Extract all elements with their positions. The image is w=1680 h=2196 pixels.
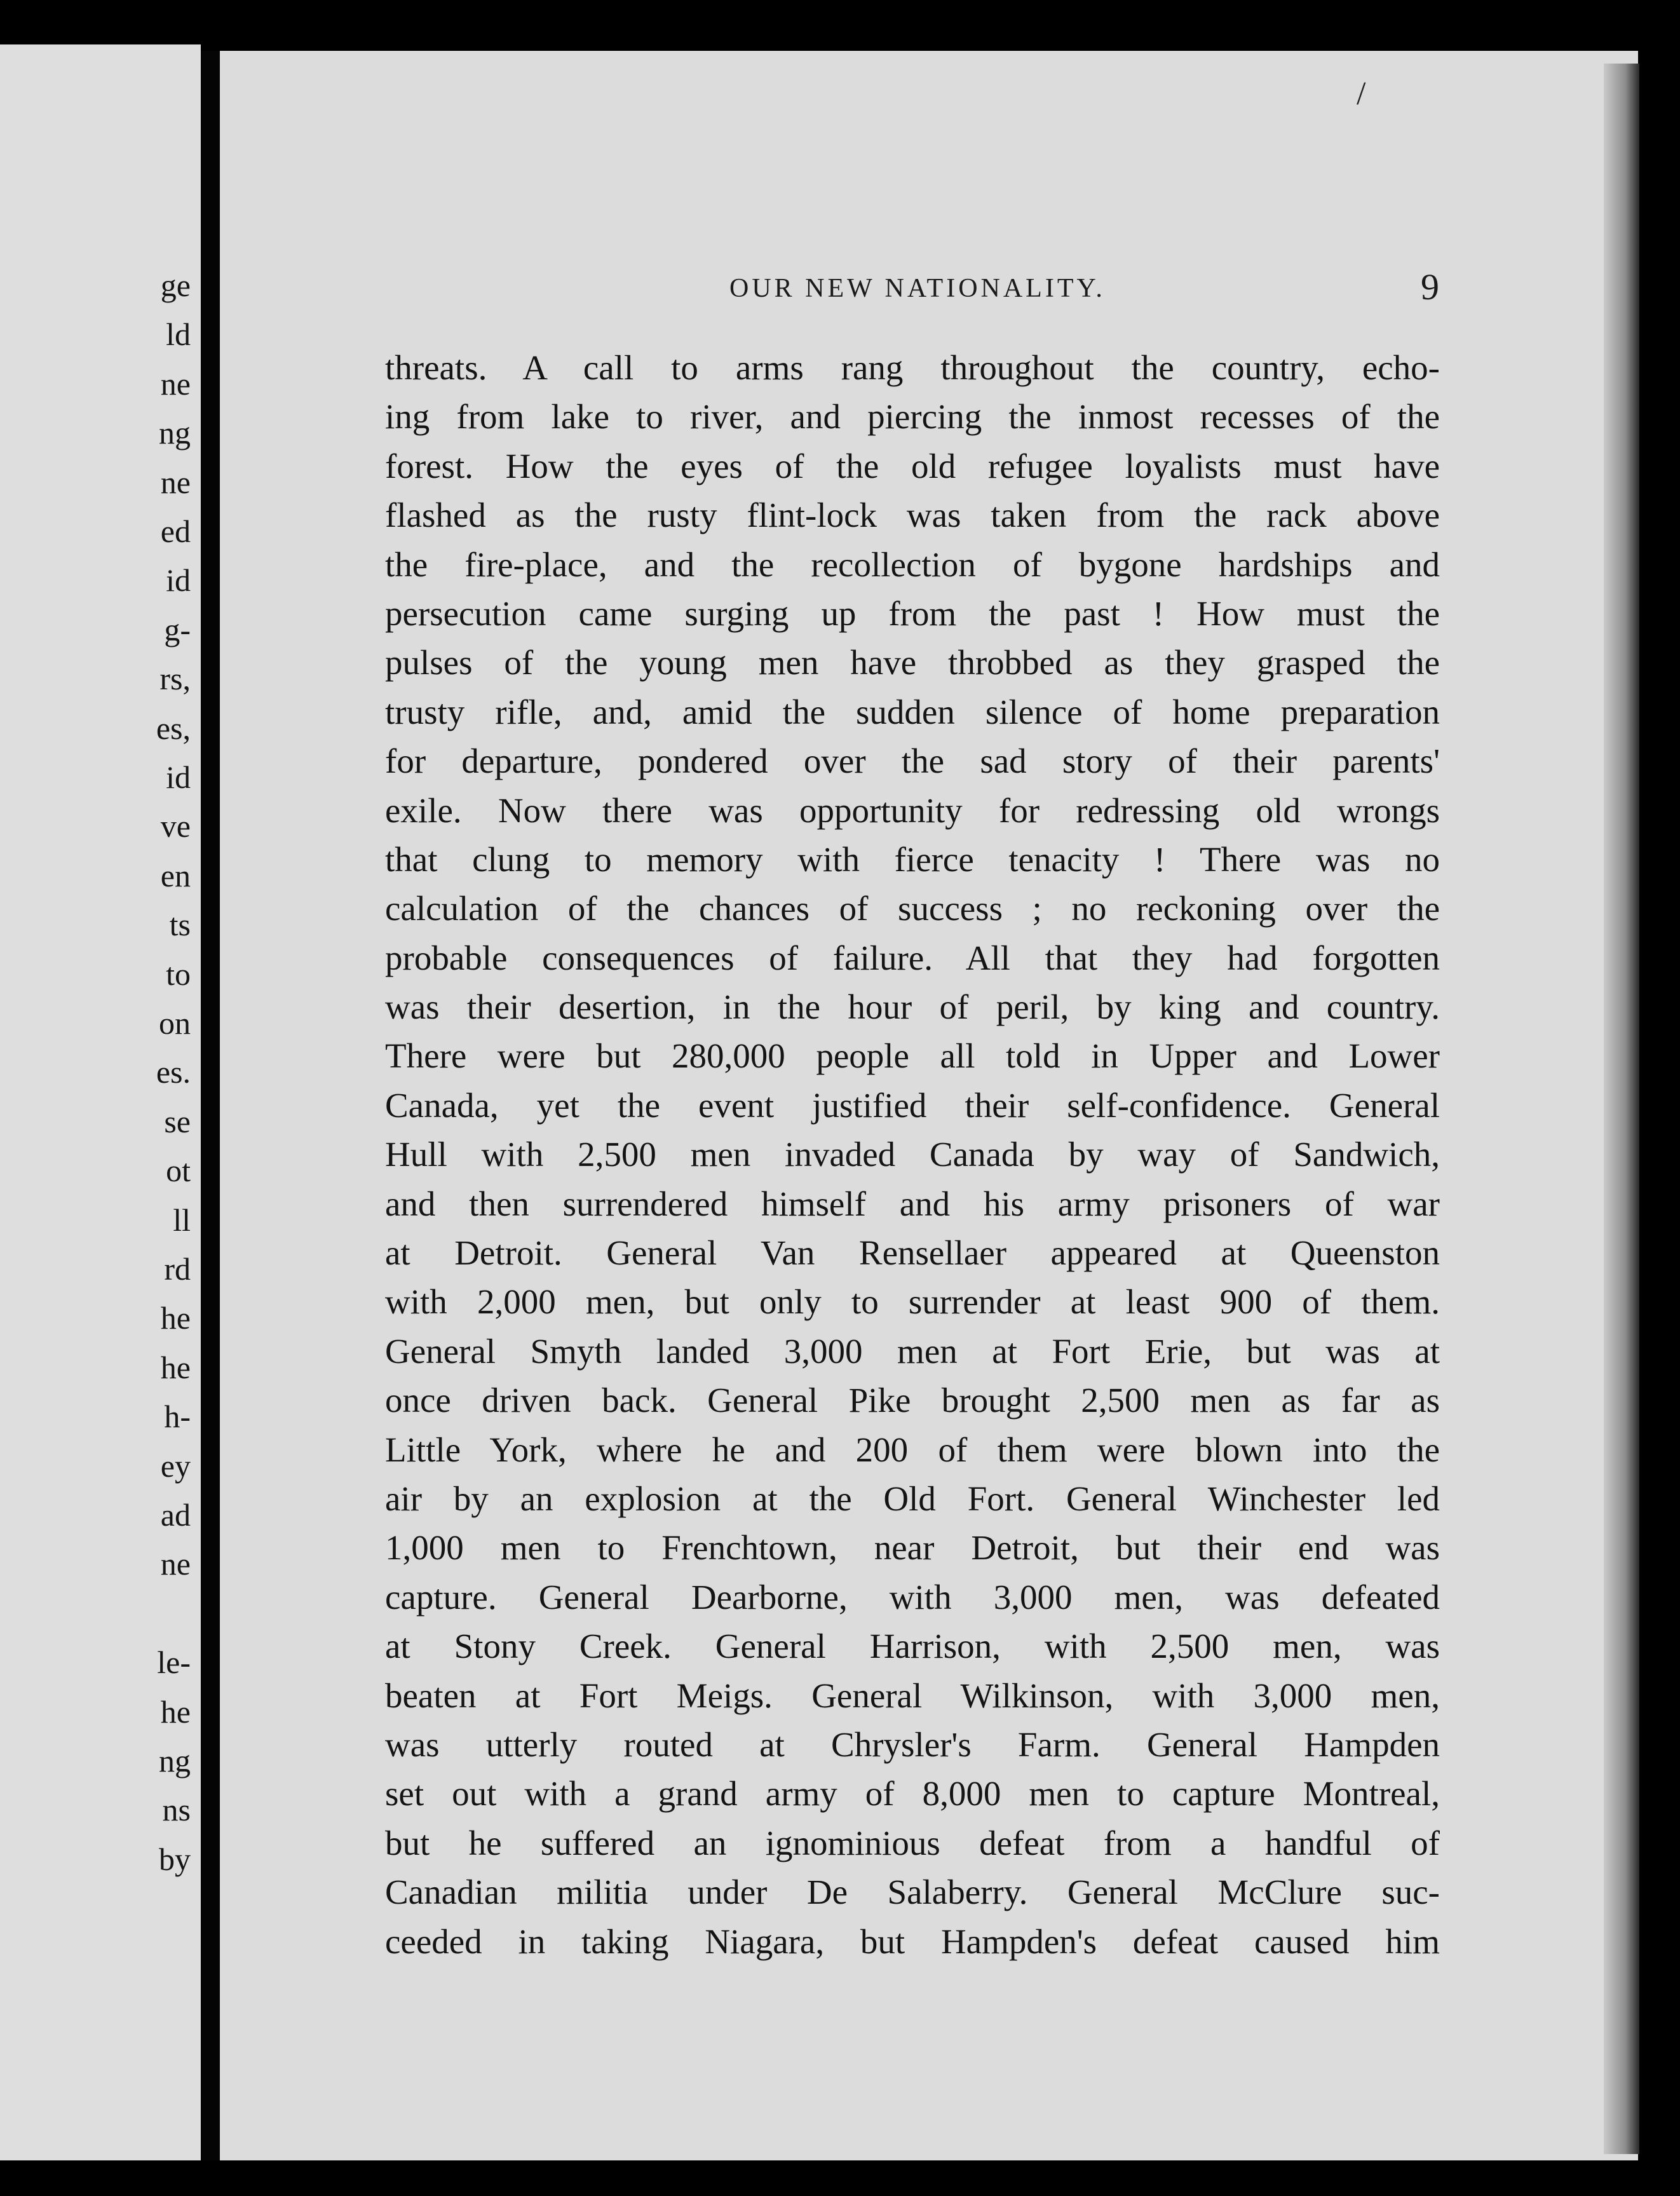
corner-mark: /: [1357, 76, 1366, 112]
text-line: trusty rifle, and, amid the sudden silence of home preparation: [385, 692, 1440, 731]
text-line: There were but 280,000 people all told in Upper and Lower: [385, 1036, 1440, 1076]
text-line: for departure, pondered over the sad story of their parents': [385, 742, 1440, 781]
text-line: air by an explosion at the Old Fort. General Winchester led: [385, 1479, 1440, 1518]
left-page-line-fragment: he: [160, 1349, 191, 1385]
left-page-line-fragment: es,: [156, 710, 191, 746]
text-line: ceeded in taking Niagara, but Hampden's defeat caused him: [385, 1922, 1440, 1961]
left-page-line-fragment: by: [159, 1841, 191, 1877]
text-line: set out with a grand army of 8,000 men to capture Montreal,: [385, 1774, 1440, 1813]
left-page-line-fragment: id: [166, 562, 191, 599]
text-line: probable consequences of failure. All that they had forgotten: [385, 938, 1440, 977]
left-page-line-fragment: id: [166, 759, 191, 795]
left-page-line-fragment: ns: [162, 1792, 191, 1828]
text-line: but he suffered an ignominious defeat from a handful of: [385, 1823, 1440, 1862]
text-line: persecution came surging up from the past ! How must the: [385, 593, 1440, 633]
text-line: Hull with 2,500 men invaded Canada by way of Sandwich,: [385, 1135, 1440, 1174]
text-line: forest. How the eyes of the old refugee loyalists must have: [385, 446, 1440, 485]
text-line: and then surrendered himself and his army prisoners of war: [385, 1184, 1440, 1223]
body-text: [385, 343, 1440, 1966]
page-number: 9: [1421, 266, 1439, 308]
text-line: the fire-place, and the recollection of bygone hardships and: [385, 545, 1440, 584]
text-line: exile. Now there was opportunity for redressing old wrongs: [385, 790, 1440, 830]
running-head: OUR NEW NATIONALITY.: [729, 274, 1106, 303]
text-line: General Smyth landed 3,000 men at Fort Erie, but was at: [385, 1331, 1440, 1371]
left-page-line-fragment: ne: [160, 464, 191, 500]
text-line: was utterly routed at Chrysler's Farm. General Hampden: [385, 1725, 1440, 1764]
text-line: flashed as the rusty flint-lock was taken from the rack above: [385, 496, 1440, 535]
text-line: once driven back. General Pike brought 2,500 men as far as: [385, 1381, 1440, 1420]
left-page-line-fragment: to: [166, 956, 191, 992]
text-line: at Detroit. General Van Rensellaer appeared at Queenston: [385, 1233, 1440, 1273]
left-page-line-fragment: le-: [157, 1644, 191, 1681]
book-gutter: [201, 51, 220, 2160]
left-page-line-fragment: ne: [160, 1546, 191, 1582]
left-page-line-fragment: he: [160, 1300, 191, 1336]
left-page-line-fragment: es.: [156, 1054, 191, 1090]
text-line: that clung to memory with fierce tenacity ! There was no: [385, 839, 1440, 879]
left-page-line-fragment: ng: [159, 1743, 191, 1779]
left-page-line-fragment: ng: [159, 415, 191, 451]
text-line: with 2,000 men, but only to surrender at least 900 of them.: [385, 1282, 1440, 1322]
text-line: threats. A call to arms rang throughout the country, echo-: [385, 348, 1440, 387]
left-page-line-fragment: h-: [164, 1399, 191, 1435]
left-page-line-fragment: rd: [164, 1251, 191, 1287]
left-page-line-fragment: ts: [169, 907, 191, 943]
text-line: 1,000 men to Frenchtown, near Detroit, but their end was: [385, 1528, 1440, 1568]
left-page-line-fragment: ll: [173, 1202, 191, 1238]
left-page-line-fragment: ve: [160, 808, 191, 844]
text-line: Canada, yet the event justified their self-confidence. General: [385, 1085, 1440, 1125]
text-line: beaten at Fort Meigs. General Wilkinson, with 3,000 men,: [385, 1676, 1440, 1715]
left-facing-page: [0, 44, 201, 2160]
left-page-line-fragment: en: [160, 857, 191, 893]
left-page-line-fragment: he: [160, 1693, 191, 1730]
text-line: Little York, where he and 200 of them were blown into the: [385, 1430, 1440, 1469]
left-page-line-fragment: ey: [160, 1447, 191, 1484]
left-page-line-fragment: ld: [166, 316, 191, 353]
page-edge-shadow: [1604, 64, 1639, 2154]
text-line: ing from lake to river, and piercing the inmost recesses of the: [385, 397, 1440, 437]
left-page-line-fragment: se: [164, 1103, 191, 1139]
left-page-line-fragment: ne: [160, 365, 191, 402]
left-page-line-fragment: ad: [160, 1497, 191, 1533]
text-line: capture. General Dearborne, with 3,000 men, was defeated: [385, 1577, 1440, 1616]
left-page-line-fragment: rs,: [159, 661, 191, 697]
left-page-line-fragment: on: [159, 1005, 191, 1041]
text-line: calculation of the chances of success ; no reckoning over the: [385, 889, 1440, 928]
text-line: was their desertion, in the hour of peril, by king and country.: [385, 987, 1440, 1027]
left-page-line-fragment: ed: [160, 513, 191, 549]
left-page-line-fragment: ot: [166, 1153, 191, 1189]
left-page-line-fragment: g-: [164, 611, 191, 647]
text-line: pulses of the young men have throbbed as they grasped the: [385, 643, 1440, 682]
text-line: Canadian militia under De Salaberry. General McClure suc-: [385, 1873, 1440, 1912]
left-page-line-fragment: ge: [160, 268, 191, 303]
text-line: at Stony Creek. General Harrison, with 2,500 men, was: [385, 1627, 1440, 1666]
